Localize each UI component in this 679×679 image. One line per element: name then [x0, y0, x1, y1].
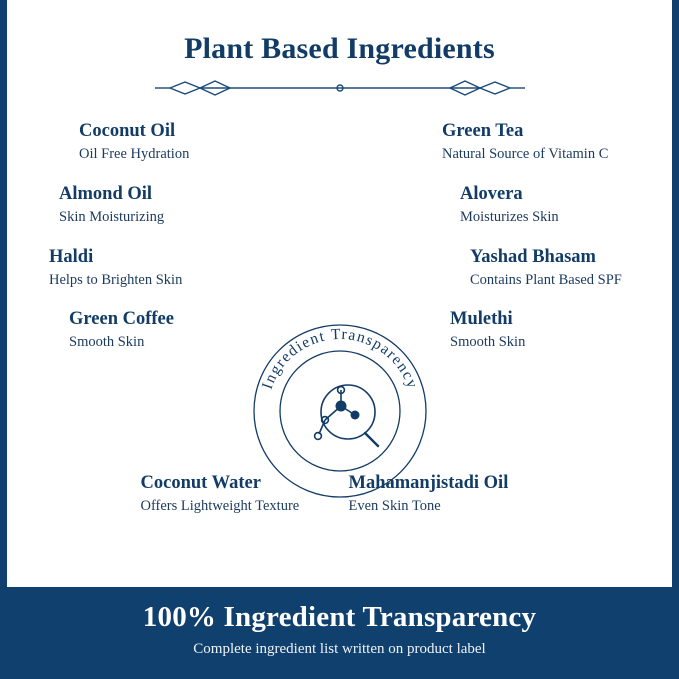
ingredient-item	[422, 308, 652, 353]
ingredient-column-left	[41, 120, 271, 371]
molecule-magnifier-icon	[314, 385, 377, 446]
ingredient-description: Helps to Brighten Skin	[49, 271, 183, 288]
ingredient-name: Coconut Oil	[79, 121, 176, 141]
ingredient-name: Almond Oil	[59, 183, 153, 204]
ingredient-item	[41, 120, 271, 165]
ingredient-item	[41, 246, 271, 291]
svg-text:Ingredient Transparency	[258, 326, 420, 392]
ingredient-name: Coconut Water	[140, 473, 261, 493]
ingredient-description: Smooth Skin	[69, 334, 145, 351]
ingredient-description: Offers Lightweight Texture	[140, 498, 300, 515]
ingredient-name: Mulethi	[450, 309, 513, 330]
ornamental-divider-icon	[130, 78, 550, 98]
ingredient-description: Oil Free Hydration	[79, 146, 190, 163]
ingredient-name: Yashad Bhasam	[470, 246, 596, 267]
footer-subtitle: Complete ingredient list written on product label	[193, 641, 486, 657]
ingredient-name: Green Coffee	[69, 309, 174, 330]
ingredient-transparency-emblem	[245, 316, 435, 506]
ingredient-description: Moisturizes Skin	[460, 208, 559, 225]
ingredient-description: Smooth Skin	[450, 334, 526, 351]
ingredient-column-right	[422, 120, 652, 371]
ingredient-name: Green Tea	[442, 121, 524, 141]
ingredient-description: Natural Source of Vitamin C	[442, 146, 609, 163]
ingredient-item	[422, 246, 652, 291]
ingredient-name: Haldi	[49, 246, 94, 267]
ingredient-description: Even Skin Tone	[348, 498, 441, 515]
ingredient-item	[422, 120, 652, 165]
footer-banner	[0, 587, 679, 679]
ingredient-item	[422, 183, 652, 228]
ingredient-description: Contains Plant Based SPF	[470, 271, 622, 288]
ingredient-description: Skin Moisturizing	[59, 208, 165, 225]
ingredient-name: Mahamanjistadi Oil	[348, 473, 509, 493]
emblem-label: Ingredient Transparency	[258, 325, 421, 392]
footer-title: 100% Ingredient Transparency	[142, 601, 537, 633]
ingredient-name: Alovera	[460, 183, 523, 204]
ingredient-columns	[7, 120, 672, 535]
ingredient-item	[41, 183, 271, 228]
page-title: Plant Based Ingredients	[184, 32, 495, 65]
ingredient-item	[41, 308, 271, 353]
